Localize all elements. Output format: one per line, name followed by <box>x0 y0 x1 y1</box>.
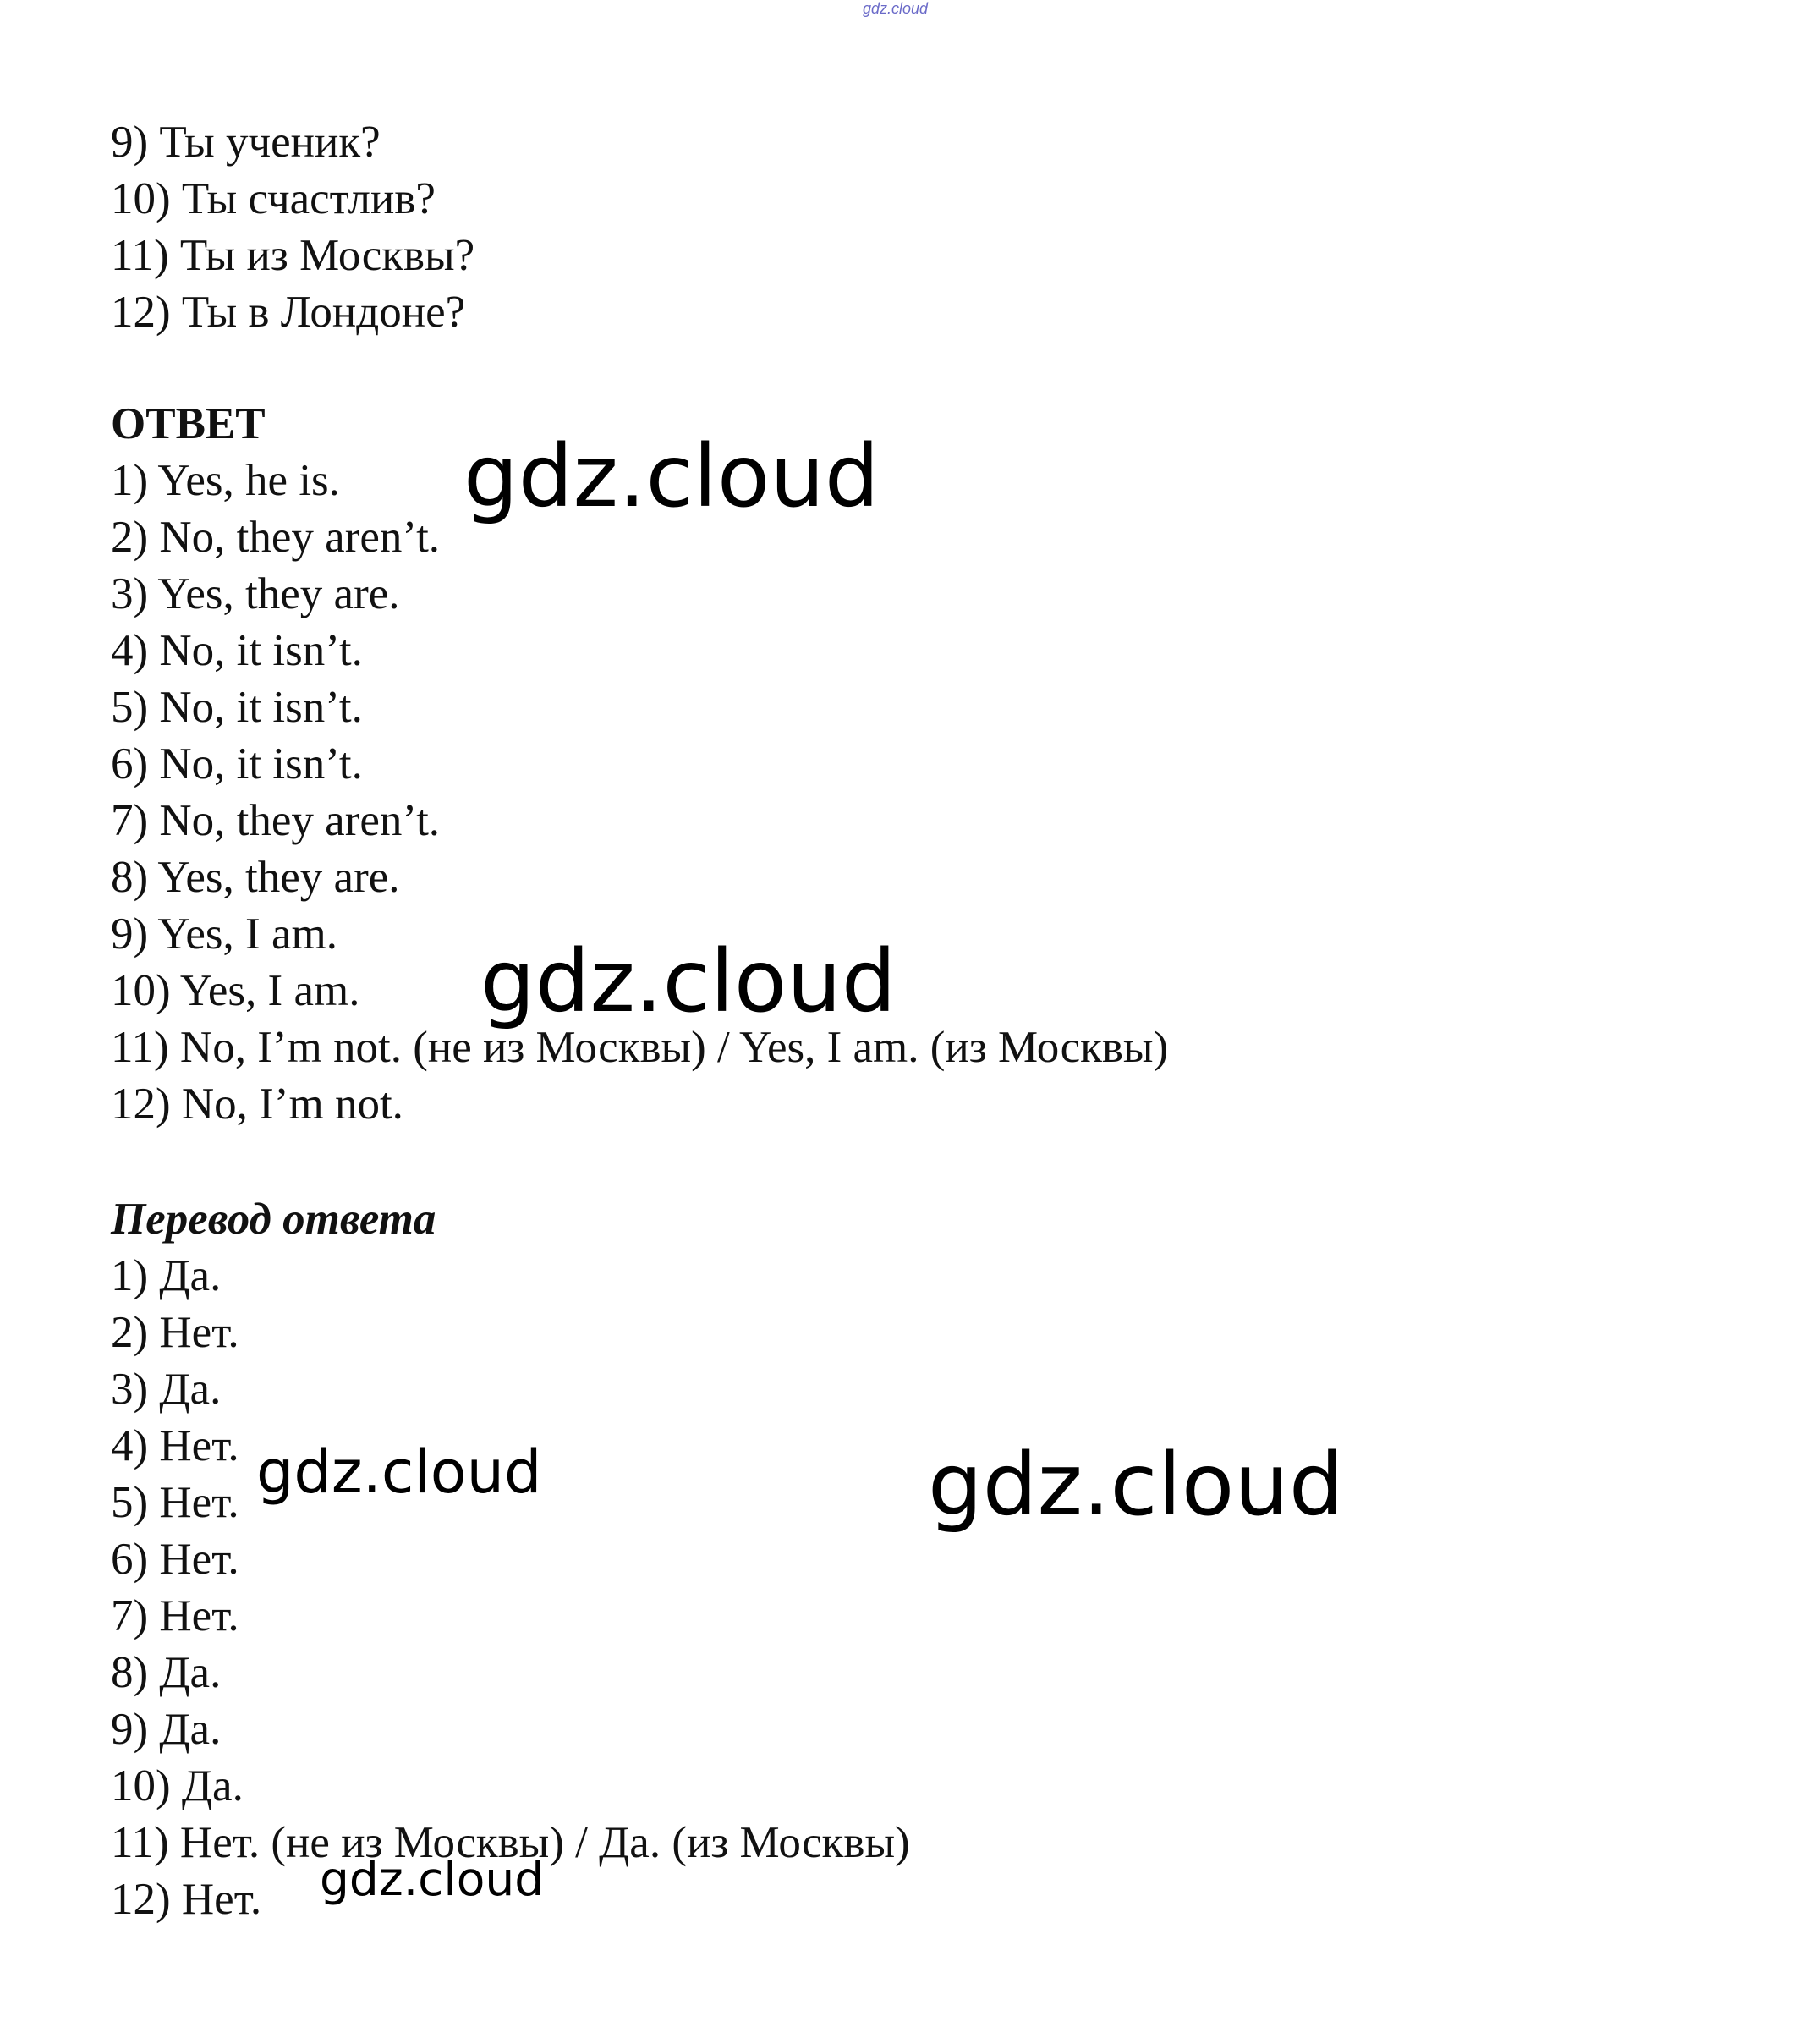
translation-item: 8) Да. <box>111 1648 222 1697</box>
top-site-mark: gdz.cloud <box>863 0 929 17</box>
translation-item: 9) Да. <box>111 1705 222 1754</box>
answer-item: 6) No, it isn’t. <box>111 739 363 788</box>
translation-item: 3) Да. <box>111 1365 222 1414</box>
answer-item: 4) No, it isn’t. <box>111 626 363 675</box>
questions-list <box>111 114 474 341</box>
answer-item: 5) No, it isn’t. <box>111 683 363 732</box>
translation-item: 1) Да. <box>111 1251 222 1300</box>
watermark: gdz.cloud <box>463 426 880 527</box>
answer-item: 8) Yes, they are. <box>111 853 400 902</box>
translation-item: 10) Да. <box>111 1761 244 1810</box>
answer-item: 11) No, I’m not. (не из Москвы) / Yes, I am. (из Москвы) <box>111 1023 1169 1072</box>
answer-item: 7) No, they aren’t. <box>111 796 441 845</box>
translation-item: 6) Нет. <box>111 1535 239 1584</box>
question-item: 10) Ты счастлив? <box>111 174 436 223</box>
watermark: gdz.cloud <box>480 931 897 1032</box>
answer-item: 9) Yes, I am. <box>111 909 337 959</box>
answer-item: 12) No, I’m not. <box>111 1080 403 1129</box>
watermark: gdz.cloud <box>928 1435 1344 1536</box>
translation-item: 4) Нет. <box>111 1421 239 1470</box>
translation-item: 5) Нет. <box>111 1478 239 1527</box>
translation-item: 11) Нет. (не из Москвы) / Да. (из Москвы) <box>111 1818 910 1867</box>
answer-item: 2) No, they aren’t. <box>111 513 441 562</box>
translation-item: 12) Нет. <box>111 1875 262 1924</box>
translation-heading: Перевод ответа <box>111 1195 436 1244</box>
answer-item: 1) Yes, he is. <box>111 456 340 505</box>
translation-list <box>111 1248 910 1928</box>
question-item: 11) Ты из Москвы? <box>111 231 475 280</box>
question-item: 12) Ты в Лондоне? <box>111 288 466 337</box>
answer-item: 10) Yes, I am. <box>111 966 360 1015</box>
translation-item: 7) Нет. <box>111 1591 239 1640</box>
watermark: gdz.cloud <box>256 1437 542 1507</box>
answers-heading: ОТВЕТ <box>111 399 266 448</box>
question-item: 9) Ты ученик? <box>111 118 381 167</box>
watermark: gdz.cloud <box>320 1852 545 1906</box>
translation-item: 2) Нет. <box>111 1308 239 1357</box>
answer-item: 3) Yes, they are. <box>111 569 400 618</box>
